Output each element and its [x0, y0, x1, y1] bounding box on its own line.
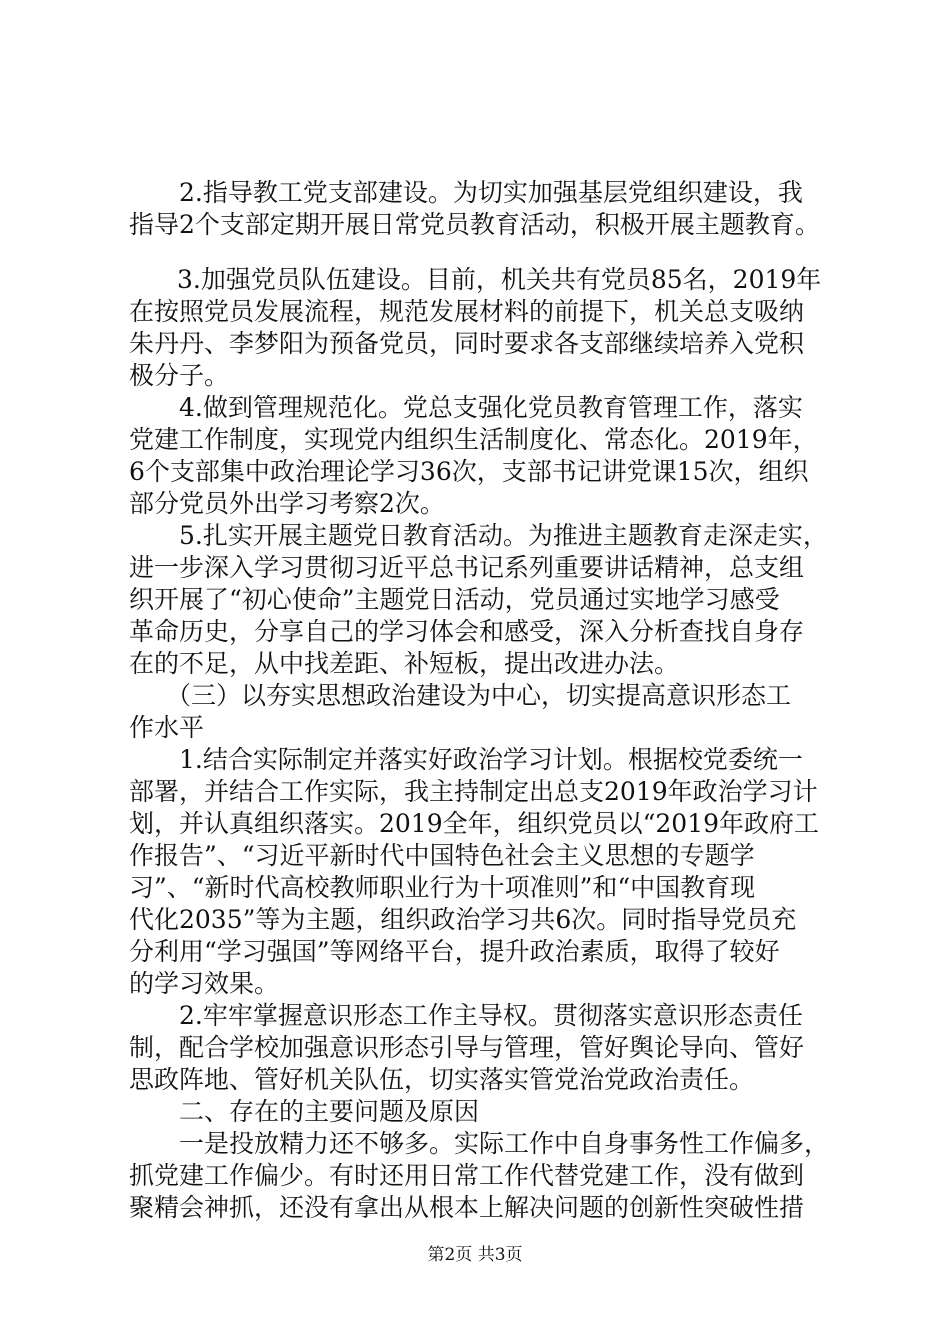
paragraph-9-line-2: 抓党建工作偏少。有时还用日常工作代替党建工作，没有做到	[129, 1161, 805, 1190]
paragraph-3-line-3: 6个支部集中政治理论学习36次，支部书记讲党课15次，组织	[129, 457, 809, 486]
section-heading-line-1: （三）以夯实思想政治建设为中心，切实提高意识形态工	[166, 681, 792, 710]
paragraph-6-line-4: 作报告”、“习近平新时代中国特色社会主义思想的专题学	[129, 841, 755, 870]
paragraph-9-line-3: 聚精会神抓，还没有拿出从根本上解决问题的创新性突破性措	[129, 1193, 805, 1222]
paragraph-7-line-1: 2.牢牢掌握意识形态工作主导权。贯彻落实意识形态责任	[179, 1001, 803, 1030]
paragraph-3-line-1: 4.做到管理规范化。党总支强化党员教育管理工作，落实	[179, 393, 803, 422]
paragraph-2-line-4: 极分子。	[129, 361, 230, 390]
paragraph-6-line-6: 代化2035”等为主题，组织政治学习共6次。同时指导党员充	[129, 905, 797, 934]
section-heading-line-2: 作水平	[129, 713, 205, 742]
paragraph-4-line-3: 织开展了“初心使命”主题党日活动，党员通过实地学习感受	[129, 585, 780, 614]
paragraph-6-line-1: 1.结合实际制定并落实好政治学习计划。根据校党委统一	[179, 745, 803, 774]
paragraph-7-line-3: 思政阵地、管好机关队伍，切实落实管党治党政治责任。	[129, 1065, 755, 1094]
section-heading-2: 二、存在的主要问题及原因	[179, 1097, 480, 1126]
paragraph-4-line-1: 5.扎实开展主题党日教育活动。为推进主题教育走深走实，	[179, 521, 828, 550]
paragraph-2-line-2: 在按照党员发展流程，规范发展材料的前提下，机关总支吸纳	[129, 297, 805, 326]
paragraph-3-line-4: 部分党员外出学习考察2次。	[129, 489, 445, 518]
paragraph-9-line-1: 一是投放精力还不够多。实际工作中自身事务性工作偏多，	[179, 1129, 830, 1158]
paragraph-6-line-8: 的学习效果。	[129, 969, 280, 998]
paragraph-4-line-4: 革命历史，分享自己的学习体会和感受，深入分析查找自身存	[129, 617, 805, 646]
paragraph-1-line-1: 2.指导教工党支部建设。为切实加强基层党组织建设，我	[179, 178, 803, 207]
paragraph-6-line-7: 分利用“学习强国”等网络平台，提升政治素质，取得了较好	[129, 937, 780, 966]
paragraph-2-line-1: 3.加强党员队伍建设。目前，机关共有党员85名，2019年	[177, 265, 822, 294]
paragraph-7-line-2: 制，配合学校加强意识形态引导与管理，管好舆论导向、管好	[129, 1033, 805, 1062]
paragraph-2-line-3: 朱丹丹、李梦阳为预备党员，同时要求各支部继续培养入党积	[129, 329, 805, 358]
paragraph-6-line-2: 部署，并结合工作实际，我主持制定出总支2019年政治学习计	[129, 777, 818, 806]
paragraph-4-line-2: 进一步深入学习贯彻习近平总书记系列重要讲话精神，总支组	[129, 553, 805, 582]
paragraph-6-line-3: 划，并认真组织落实。2019全年，组织党员以“2019年政府工	[129, 809, 820, 838]
paragraph-4-line-5: 在的不足，从中找差距、补短板，提出改进办法。	[129, 649, 680, 678]
paragraph-3-line-2: 党建工作制度，实现党内组织生活制度化、常态化。2019年，	[129, 425, 818, 454]
paragraph-1-line-2: 指导2个支部定期开展日常党员教育活动，积极开展主题教育。	[129, 210, 820, 239]
paragraph-6-line-5: 习”、“新时代高校教师职业行为十项准则”和“中国教育现	[129, 873, 756, 902]
page-number-footer: 第2页 共3页	[427, 1245, 523, 1265]
